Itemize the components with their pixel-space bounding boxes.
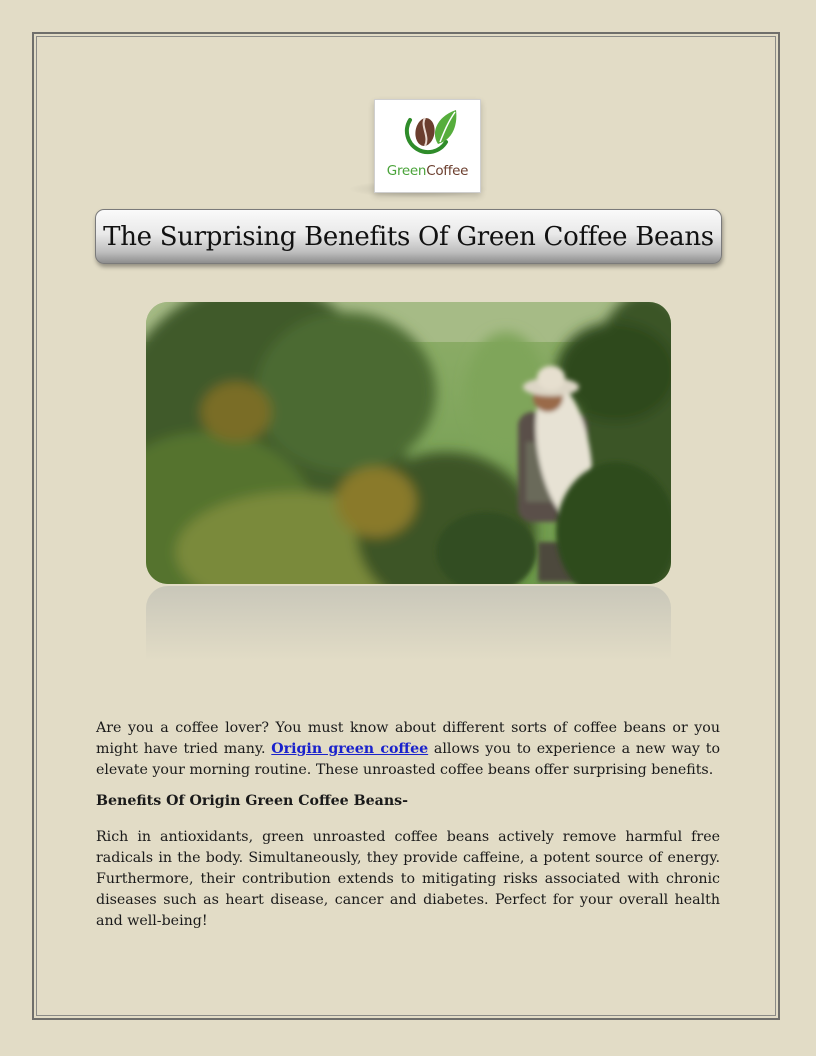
title-banner <box>95 209 722 264</box>
origin-green-coffee-link[interactable]: Origin green coffee <box>271 741 429 757</box>
section-heading: Benefits Of Origin Green Coffee Beans- <box>96 793 409 809</box>
coffee-bean-leaf-icon <box>400 108 458 160</box>
green-coffee-logo <box>374 99 481 193</box>
page-title: The Surprising Benefits Of Green Coffee Beans <box>103 221 714 252</box>
photo-reflection <box>146 586 671 661</box>
coffee-farmer-photo <box>146 302 671 584</box>
intro-text-end: allows you to experience a new way to elevate your morning routine. These unroasted coffee beans offer surprising benefits. <box>96 741 720 778</box>
logo-wordmark: GreenCoffee <box>386 163 469 179</box>
benefits-paragraph: Rich in antioxidants, green unroasted coffee beans actively remove harmful free radicals in the body. Simultaneously, they provide caffeine, a potent source of energy. Furthermore, their contribution extends to mitigating risks associated with chronic diseases such as heart disease, cancer and diabetes. Perfect for your overall health and well-being! <box>96 829 720 929</box>
intro-text-start: Are you a coffee lover? You must know about different sorts of coffee beans or you might have tried many. <box>96 720 720 757</box>
intro-paragraph <box>96 718 720 781</box>
